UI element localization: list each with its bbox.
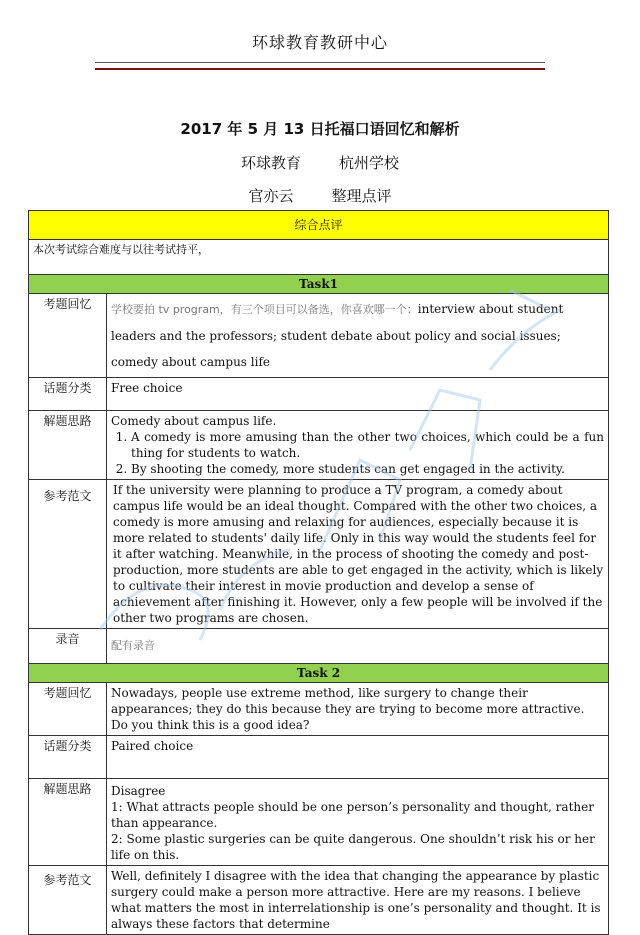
task1-approach-label: 解题思路 bbox=[29, 411, 107, 480]
task1-approach-row bbox=[29, 411, 609, 480]
task2-approach-line: 2: Some plastic surgeries can be quite dangerous. One shouldn’t risk his or her life on this. bbox=[111, 832, 595, 862]
task2-sample: Well, definitely I disagree with the idea that changing the appearance by plastic surgery could make a person more attractive. Here are my reasons. I believe what matters the most in interrelationship is one’s personality and thought. It is always these factors that determine bbox=[107, 866, 609, 935]
task1-approach-point: 2. By shooting the comedy, more students can get engaged in the activity. bbox=[131, 461, 604, 477]
task2-category-row bbox=[29, 736, 609, 779]
task1-approach-intro: Comedy about campus life. bbox=[111, 414, 277, 428]
header-rule-thin bbox=[95, 62, 545, 63]
task2-approach-row bbox=[29, 779, 609, 866]
school-campus: 杭州学校 bbox=[339, 154, 400, 172]
school-line bbox=[0, 152, 640, 173]
task2-approach-line: 1: What attracts people should be one person’s personality and thought, rather than appearance. bbox=[111, 800, 594, 830]
task1-audio-label: 录音 bbox=[29, 629, 107, 664]
task1-sample-label: 参考范文 bbox=[29, 480, 107, 629]
task1-category-row bbox=[29, 378, 609, 411]
author-role: 整理点评 bbox=[331, 187, 392, 205]
overall-heading-row bbox=[29, 211, 609, 240]
task1-approach-cell bbox=[107, 411, 609, 480]
overall-text: 本次考试综合难度与以往考试持平， bbox=[29, 240, 609, 275]
task2-category: Paired choice bbox=[107, 736, 609, 779]
task1-approach-list bbox=[111, 429, 604, 477]
task1-recall-label: 考题回忆 bbox=[29, 294, 107, 378]
task1-sample-row bbox=[29, 480, 609, 629]
task1-heading: Task1 bbox=[29, 275, 609, 294]
school-org: 环球教育 bbox=[240, 154, 301, 172]
task1-audio-row bbox=[29, 629, 609, 664]
task2-recall-row bbox=[29, 683, 609, 736]
task2-sample-row bbox=[29, 866, 609, 935]
task1-sample: If the university were planning to produce a TV program, a comedy about campus life would be an ideal thought. Compared with the other two choices, a comedy is more amusing and relaxing for audiences, especially because it is more related to students' daily life. Only in this way would the students feel for it after watching. Meanwhile, in the process of shooting the comedy and post-production, more students are able to get engaged in the activity, which is likely to cultivate their interest in movie production and develop a sense of achievement after finishing it. However, only a few people will be involved if the other two programs are chosen. bbox=[107, 480, 609, 629]
task2-recall-label: 考题回忆 bbox=[29, 683, 107, 736]
task1-category-label: 话题分类 bbox=[29, 378, 107, 411]
task1-recall-row bbox=[29, 294, 609, 378]
task2-approach-cell bbox=[107, 779, 609, 866]
task1-audio: 配有录音 bbox=[107, 629, 609, 664]
task1-heading-row bbox=[29, 275, 609, 294]
task1-recall-cell bbox=[107, 294, 609, 378]
task2-approach-label: 解题思路 bbox=[29, 779, 107, 866]
task2-sample-label: 参考范文 bbox=[29, 866, 107, 935]
task1-category: Free choice bbox=[107, 378, 609, 411]
task2-approach-line: Disagree bbox=[111, 784, 166, 798]
overall-heading: 综合点评 bbox=[29, 211, 609, 240]
task2-heading: Task 2 bbox=[29, 664, 609, 683]
task1-recall-cn: 学校要拍 tv program，有三个项目可以备选，你喜欢哪一个： bbox=[111, 303, 418, 316]
task1-recall-en: interview about student leaders and the professors; student debate about policy and social issues; comedy about campus life bbox=[111, 302, 564, 369]
document-title: 2017 年 5 月 13 日托福口语回忆和解析 bbox=[180, 120, 460, 138]
analysis-table bbox=[28, 210, 609, 935]
author-name: 官亦云 bbox=[248, 187, 294, 205]
overall-text-row bbox=[29, 240, 609, 275]
author-line bbox=[0, 185, 640, 206]
task2-category-label: 话题分类 bbox=[29, 736, 107, 779]
task2-heading-row bbox=[29, 664, 609, 683]
header-rule-thick bbox=[95, 68, 545, 70]
task1-approach-point: 1. A comedy is more amusing than the other two choices, which could be a fun thing for students to watch. bbox=[131, 429, 604, 461]
task2-recall: Nowadays, people use extreme method, like surgery to change their appearances; they do this because they are trying to become more attractive. Do you think this is a good idea? bbox=[107, 683, 609, 736]
org-title: 环球教育教研中心 bbox=[251, 33, 388, 52]
page-header bbox=[0, 0, 640, 53]
